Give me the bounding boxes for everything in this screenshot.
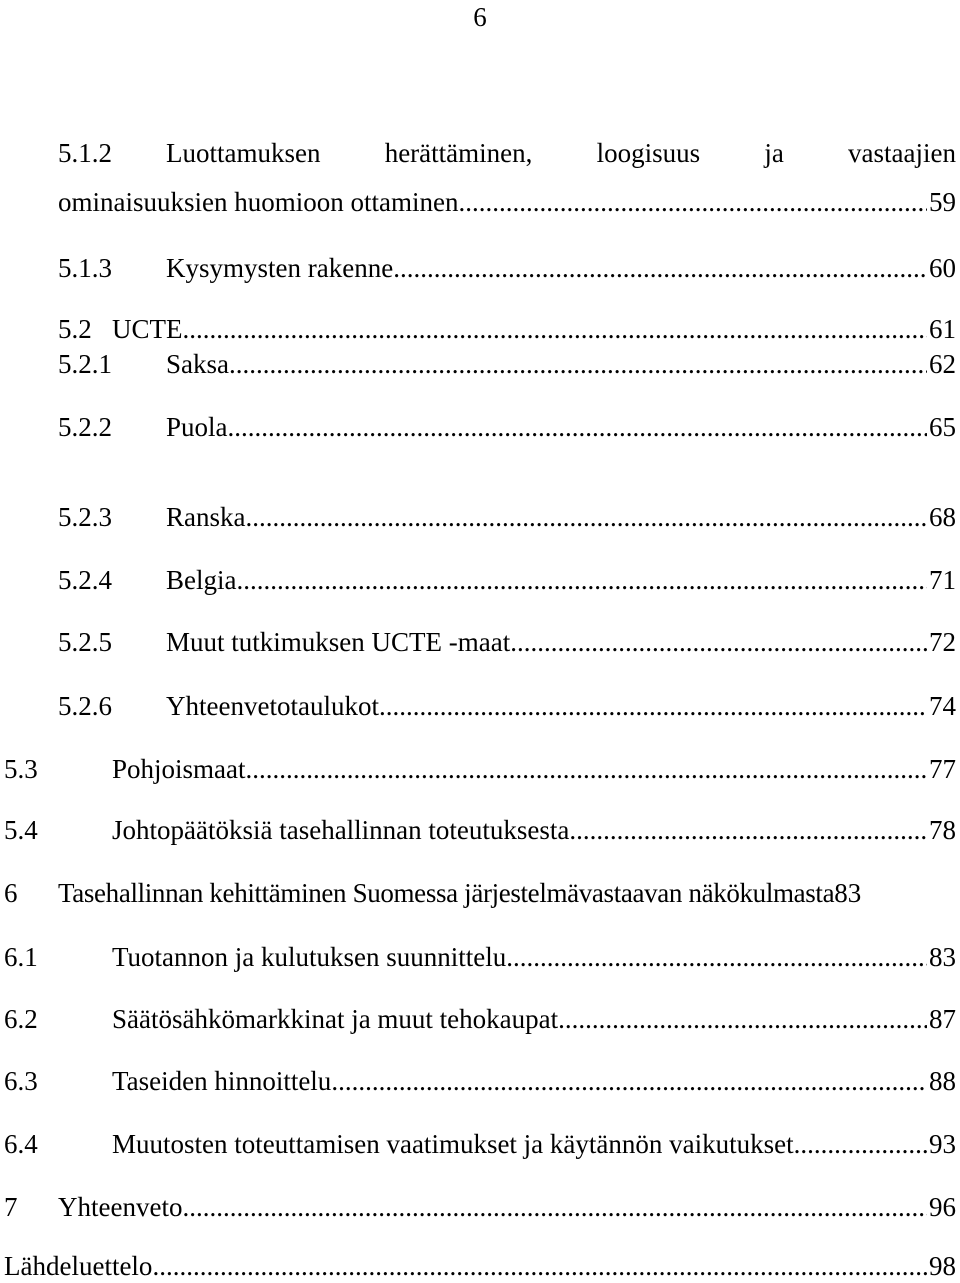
toc-leader-dots (379, 689, 927, 723)
toc-entry-number: 5.1.3 (58, 253, 112, 283)
toc-entry-number: 5.2.2 (58, 412, 112, 442)
toc-entry-title: Belgia (166, 565, 237, 595)
toc-entry-5-3[interactable] (0, 752, 960, 786)
toc-entry-page: 77 (929, 754, 956, 784)
toc-entry-page: 71 (929, 565, 956, 595)
toc-entry-number: 5.2.1 (58, 349, 112, 379)
toc-entry-5-2-4[interactable] (0, 563, 960, 597)
toc-leader-dots (458, 185, 927, 219)
toc-entry-page: 96 (929, 1192, 956, 1222)
toc-entry-title: ominaisuuksien huomioon ottaminen (58, 187, 459, 217)
toc-entry-5-1-2-continued[interactable] (0, 185, 960, 219)
toc-entry-number: 6.1 (4, 942, 38, 972)
toc-entry-6-3[interactable] (0, 1064, 960, 1098)
toc-entry-lahdeluettelo[interactable] (0, 1249, 960, 1283)
toc-entry-page: 87 (929, 1004, 956, 1034)
toc-title-word: ja (764, 138, 784, 168)
toc-entry-title: Lähdeluettelo (4, 1251, 153, 1281)
toc-entry-number: 6.3 (4, 1066, 38, 1096)
toc-leader-dots (510, 625, 927, 659)
page-number: 6 (473, 2, 487, 32)
toc-entry-6[interactable] (0, 876, 960, 910)
toc-title-word: vastaajien (848, 138, 956, 168)
toc-entry-title (166, 136, 956, 170)
toc-leader-dots (569, 813, 927, 847)
toc-leader-dots (393, 251, 927, 285)
toc-entry-number: 6 (4, 878, 18, 908)
toc-entry-number: 5.1.2 (58, 138, 112, 168)
toc-entry-number: 6.4 (4, 1129, 38, 1159)
toc-entry-page: 93 (929, 1129, 956, 1159)
toc-entry-title: Tasehallinnan kehittäminen Suomessa järjestelmävastaavan näkökulmasta (58, 878, 835, 908)
toc-entry-page: 68 (929, 502, 956, 532)
toc-entry-page: 62 (929, 349, 956, 379)
toc-entry-number: 7 (4, 1192, 18, 1222)
toc-entry-page: 72 (929, 627, 956, 657)
toc-entry-title: UCTE (112, 314, 183, 344)
toc-entry-number: 6.2 (4, 1004, 38, 1034)
toc-entry-6-2[interactable] (0, 1002, 960, 1036)
toc-entry-number: 5.4 (4, 815, 38, 845)
toc-entry-number: 5.3 (4, 754, 38, 784)
toc-entry-6-1[interactable] (0, 940, 960, 974)
toc-entry-title: Taseiden hinnoittelu (112, 1066, 332, 1096)
toc-entry-page: 65 (929, 412, 956, 442)
toc-entry-number: 5.2.5 (58, 627, 112, 657)
toc-entry-5-2[interactable] (0, 312, 960, 346)
toc-entry-number: 5.2.4 (58, 565, 112, 595)
toc-title-word: Luottamuksen (166, 138, 321, 168)
toc-entry-title: Ranska (166, 502, 246, 532)
toc-entry-title: Kysymysten rakenne (166, 253, 394, 283)
toc-leader-dots (245, 500, 927, 534)
toc-leader-dots (152, 1249, 927, 1283)
toc-entry-5-2-5[interactable] (0, 625, 960, 659)
toc-entry-title: Yhteenveto (58, 1192, 183, 1222)
toc-leader-dots (794, 1127, 927, 1161)
toc-entry-5-1-2[interactable] (0, 136, 960, 170)
toc-entry-page: 78 (929, 815, 956, 845)
toc-entry-title: Pohjoismaat (112, 754, 246, 784)
toc-entry-page: 61 (929, 314, 956, 344)
toc-leader-dots (331, 1064, 927, 1098)
toc-title-word: herättäminen, (384, 138, 533, 168)
toc-leader-dots (506, 940, 927, 974)
toc-entry-5-1-3[interactable] (0, 251, 960, 285)
toc-entry-7[interactable] (0, 1190, 960, 1224)
toc-entry-title: Muut tutkimuksen UCTE -maat (166, 627, 511, 657)
toc-entry-title: Säätösähkömarkkinat ja muut tehokaupat (112, 1004, 559, 1034)
toc-entry-5-2-6[interactable] (0, 689, 960, 723)
toc-entry-5-4[interactable] (0, 813, 960, 847)
toc-entry-number: 5.2 (58, 314, 92, 344)
toc-entry-page: 83 (929, 942, 956, 972)
toc-entry-number: 5.2.6 (58, 691, 112, 721)
toc-entry-title: Tuotannon ja kulutuksen suunnittelu (112, 942, 507, 972)
toc-entry-5-2-3[interactable] (0, 500, 960, 534)
toc-leader-dots (228, 410, 927, 444)
toc-leader-dots (558, 1002, 927, 1036)
toc-entry-title: Muutosten toteuttamisen vaatimukset ja käytännön vaikutukset (112, 1129, 794, 1159)
toc-entry-page: 74 (929, 691, 956, 721)
toc-entry-page: 83 (834, 878, 862, 908)
toc-leader-dots (236, 563, 927, 597)
toc-entry-page: 60 (929, 253, 956, 283)
toc-title-word: loogisuus (596, 138, 701, 168)
toc-leader-dots (182, 1190, 927, 1224)
toc-leader-dots (229, 347, 927, 381)
toc-entry-title: Puola (166, 412, 228, 442)
toc-entry-number: 5.2.3 (58, 502, 112, 532)
toc-entry-page: 98 (929, 1251, 956, 1281)
toc-entry-6-4[interactable] (0, 1127, 960, 1161)
toc-entry-title: Yhteenvetotaulukot (166, 691, 379, 721)
toc-entry-5-2-2[interactable] (0, 410, 960, 444)
toc-leader-dots (246, 752, 928, 786)
toc-leader-dots (183, 312, 928, 346)
toc-entry-title: Saksa (166, 349, 229, 379)
toc-entry-page: 59 (929, 187, 956, 217)
toc-entry-5-2-1[interactable] (0, 347, 960, 381)
toc-entry-title: Johtopäätöksiä tasehallinnan toteutuksesta (112, 815, 570, 845)
toc-entry-page: 88 (929, 1066, 956, 1096)
